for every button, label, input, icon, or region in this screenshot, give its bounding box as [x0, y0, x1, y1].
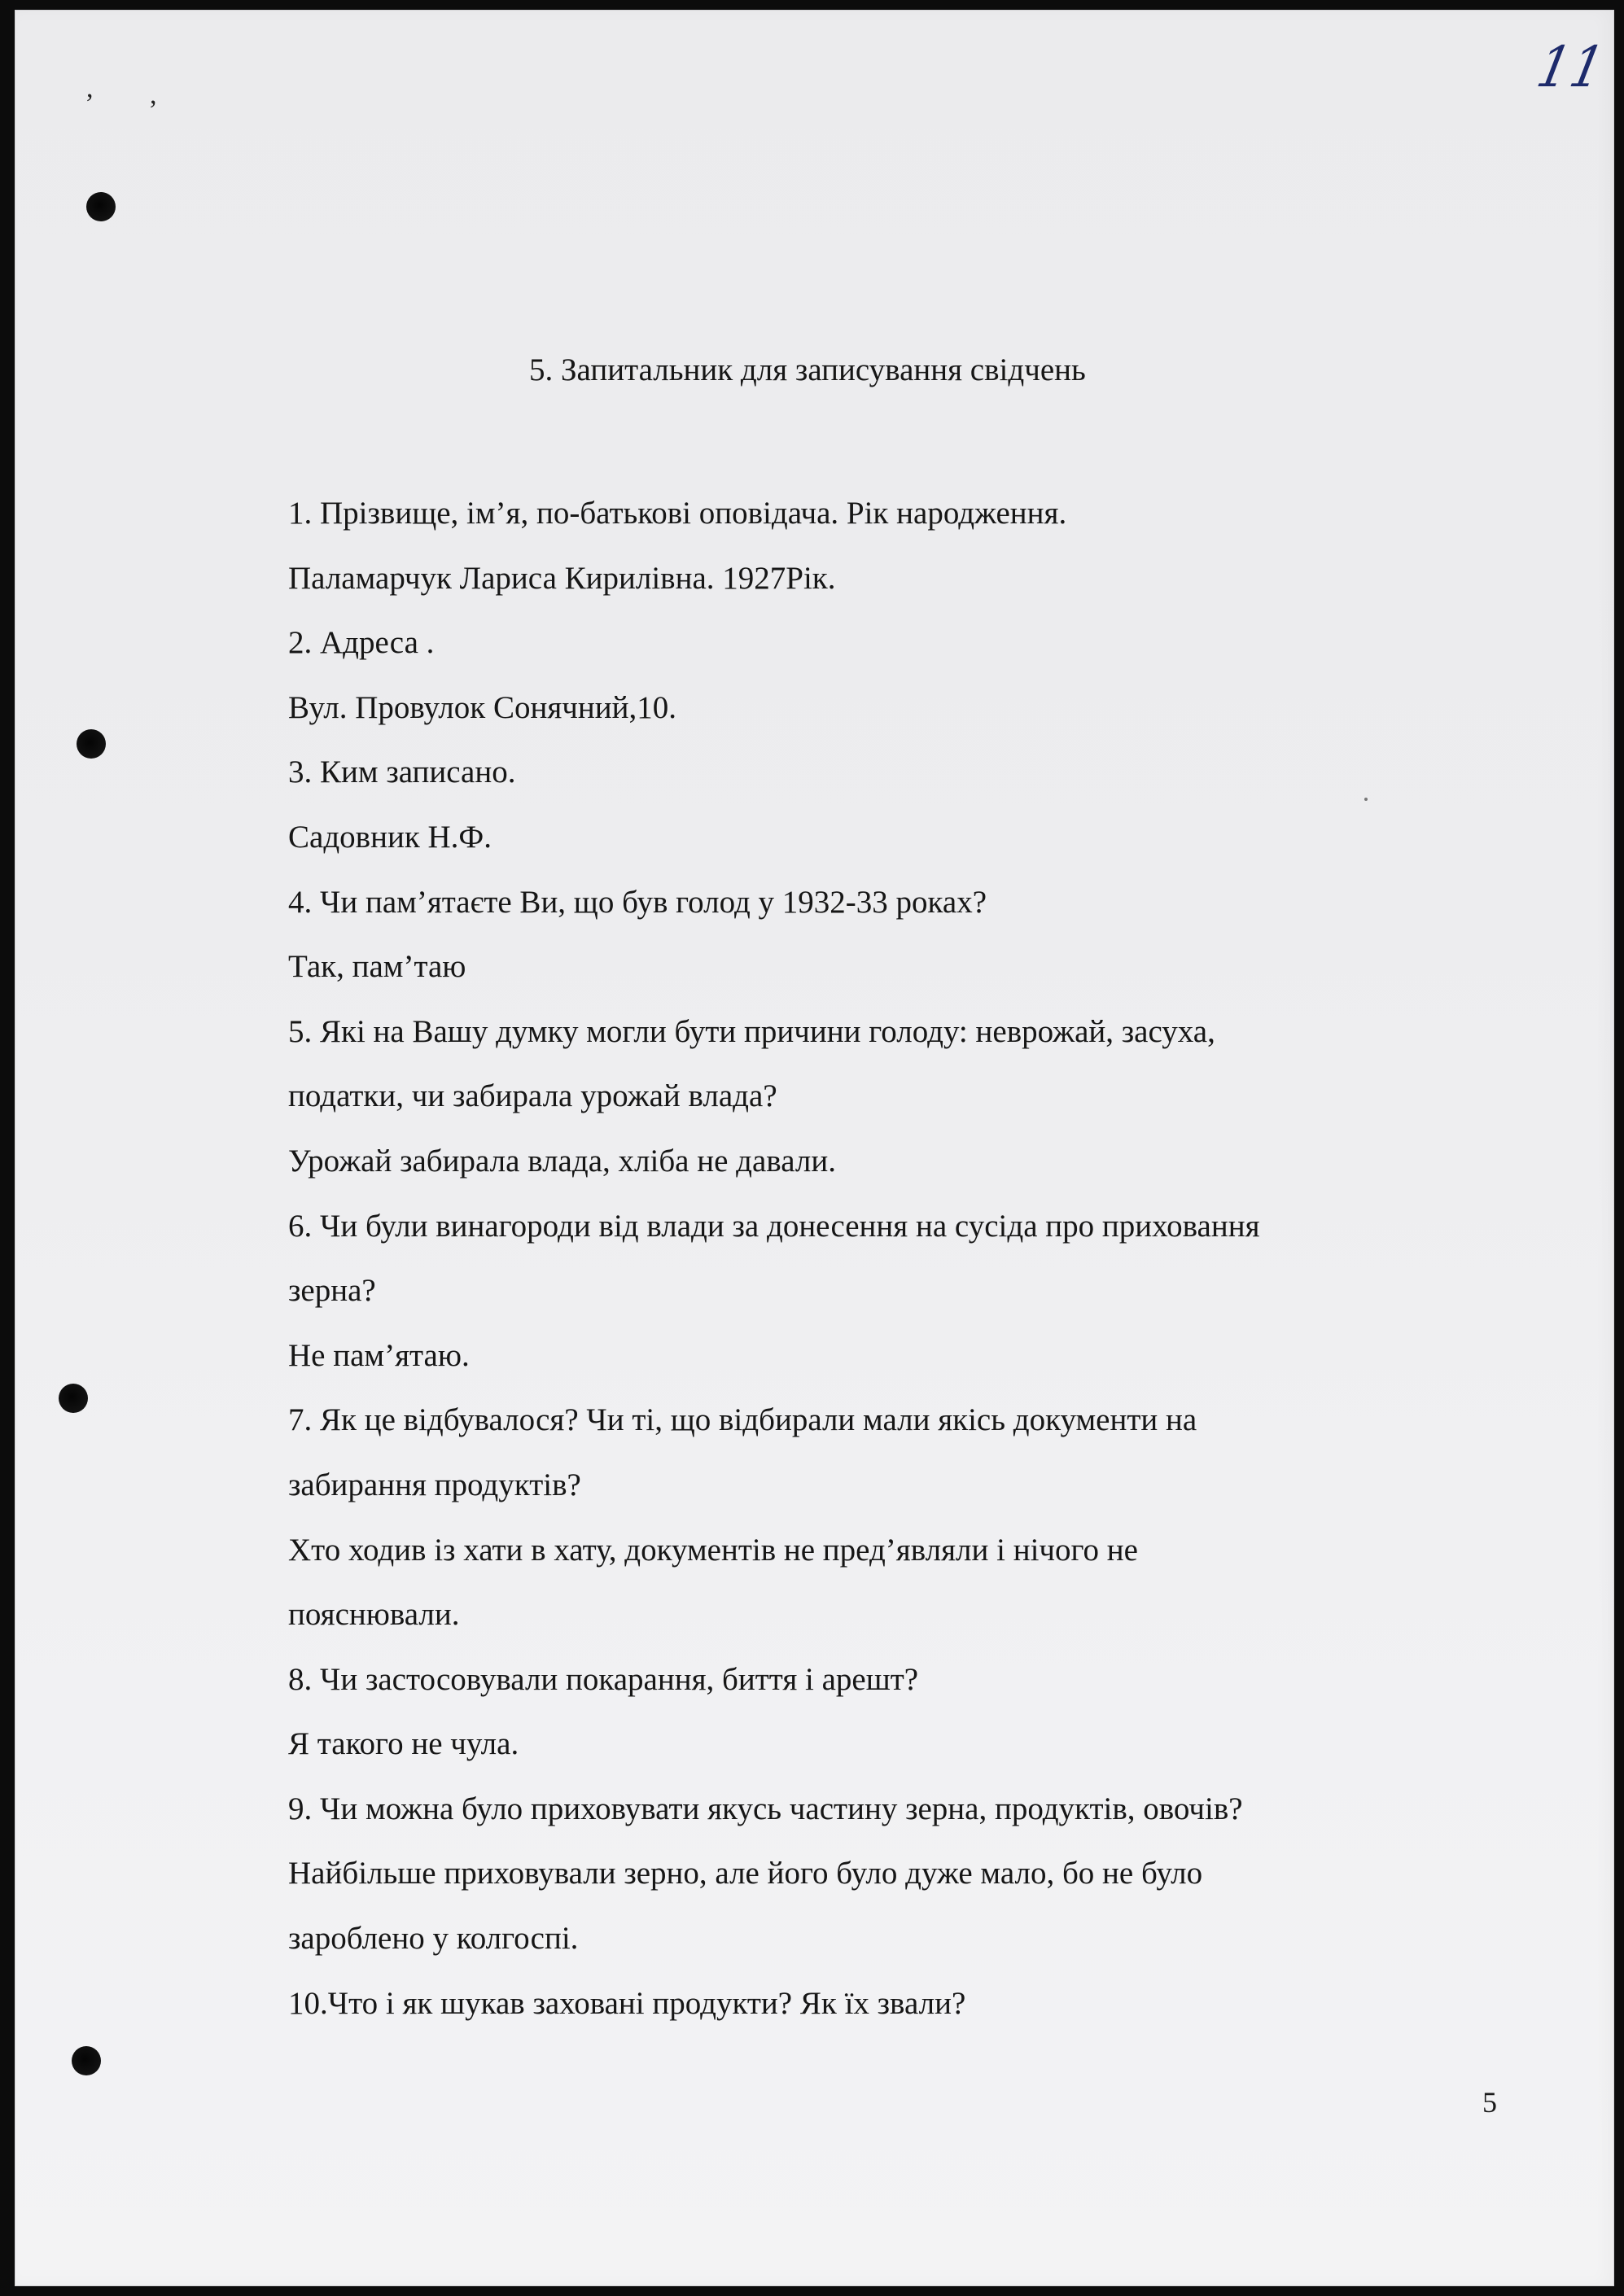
question-line: 2. Адреса . — [288, 625, 435, 661]
questionnaire-body — [288, 481, 1493, 2036]
page-number: 5 — [1482, 2086, 1497, 2119]
question-line: 1. Прізвище, ім’я, по-батькові оповідача. Рік народження. — [288, 496, 1067, 531]
pencil-mark: , — [86, 73, 94, 103]
punch-hole — [72, 2046, 101, 2075]
pencil-mark: , — [150, 80, 157, 110]
answer-line: Так, пам’таю — [288, 949, 466, 985]
question-line: зерна? — [288, 1273, 376, 1309]
answer-line: Найбільше приховували зерно, але його було дуже мало, бо не було — [288, 1856, 1203, 1891]
question-line: 9. Чи можна було приховувати якусь частину зерна, продуктів, овочів? — [288, 1791, 1243, 1826]
question-line: 8. Чи застосовували покарання, биття і арешт? — [288, 1661, 919, 1697]
answer-line: Я такого не чула. — [288, 1726, 519, 1762]
question-line: 4. Чи пам’ятаєте Ви, що був голод у 1932-33 роках? — [288, 884, 987, 920]
question-line: забирання продуктів? — [288, 1467, 581, 1502]
question-line: податки, чи забирала урожай влада? — [288, 1078, 777, 1114]
question-line: 3. Ким записано. — [288, 754, 516, 790]
answer-line: Садовник Н.Ф. — [288, 819, 492, 855]
handwritten-page-number: 11 — [1531, 34, 1611, 101]
punch-hole — [86, 192, 116, 221]
answer-line: зароблено у колгоспі. — [288, 1921, 579, 1957]
answer-line: Урожай забирала влада, хліба не давали. — [288, 1143, 836, 1179]
answer-line: Хто ходив із хати в хату, документів не пред’являли і нічого не — [288, 1532, 1138, 1568]
answer-line: Не пам’ятаю. — [288, 1337, 470, 1373]
question-line: 5. Які на Вашу думку могли бути причини голоду: неврожай, засуха, — [288, 1013, 1215, 1049]
punch-hole — [59, 1384, 88, 1413]
answer-line: Вул. Провулок Сонячний,10. — [288, 689, 676, 725]
question-line: 10.Что і як шукав заховані продукти? Як їх звали? — [288, 1985, 966, 2021]
answer-line: Паламарчук Лариса Кирилівна. 1927Рік. — [288, 560, 836, 596]
answer-line: пояснювали. — [288, 1597, 460, 1633]
question-line: 7. Як це відбувалося? Чи ті, що відбирали мали якісь документи на — [288, 1402, 1197, 1438]
punch-hole — [77, 729, 106, 759]
question-line: 6. Чи були винагороди від влади за донесення на сусіда про приховання — [288, 1208, 1260, 1244]
questionnaire-title: 5. Запитальник для записування свідчень — [529, 352, 1086, 387]
